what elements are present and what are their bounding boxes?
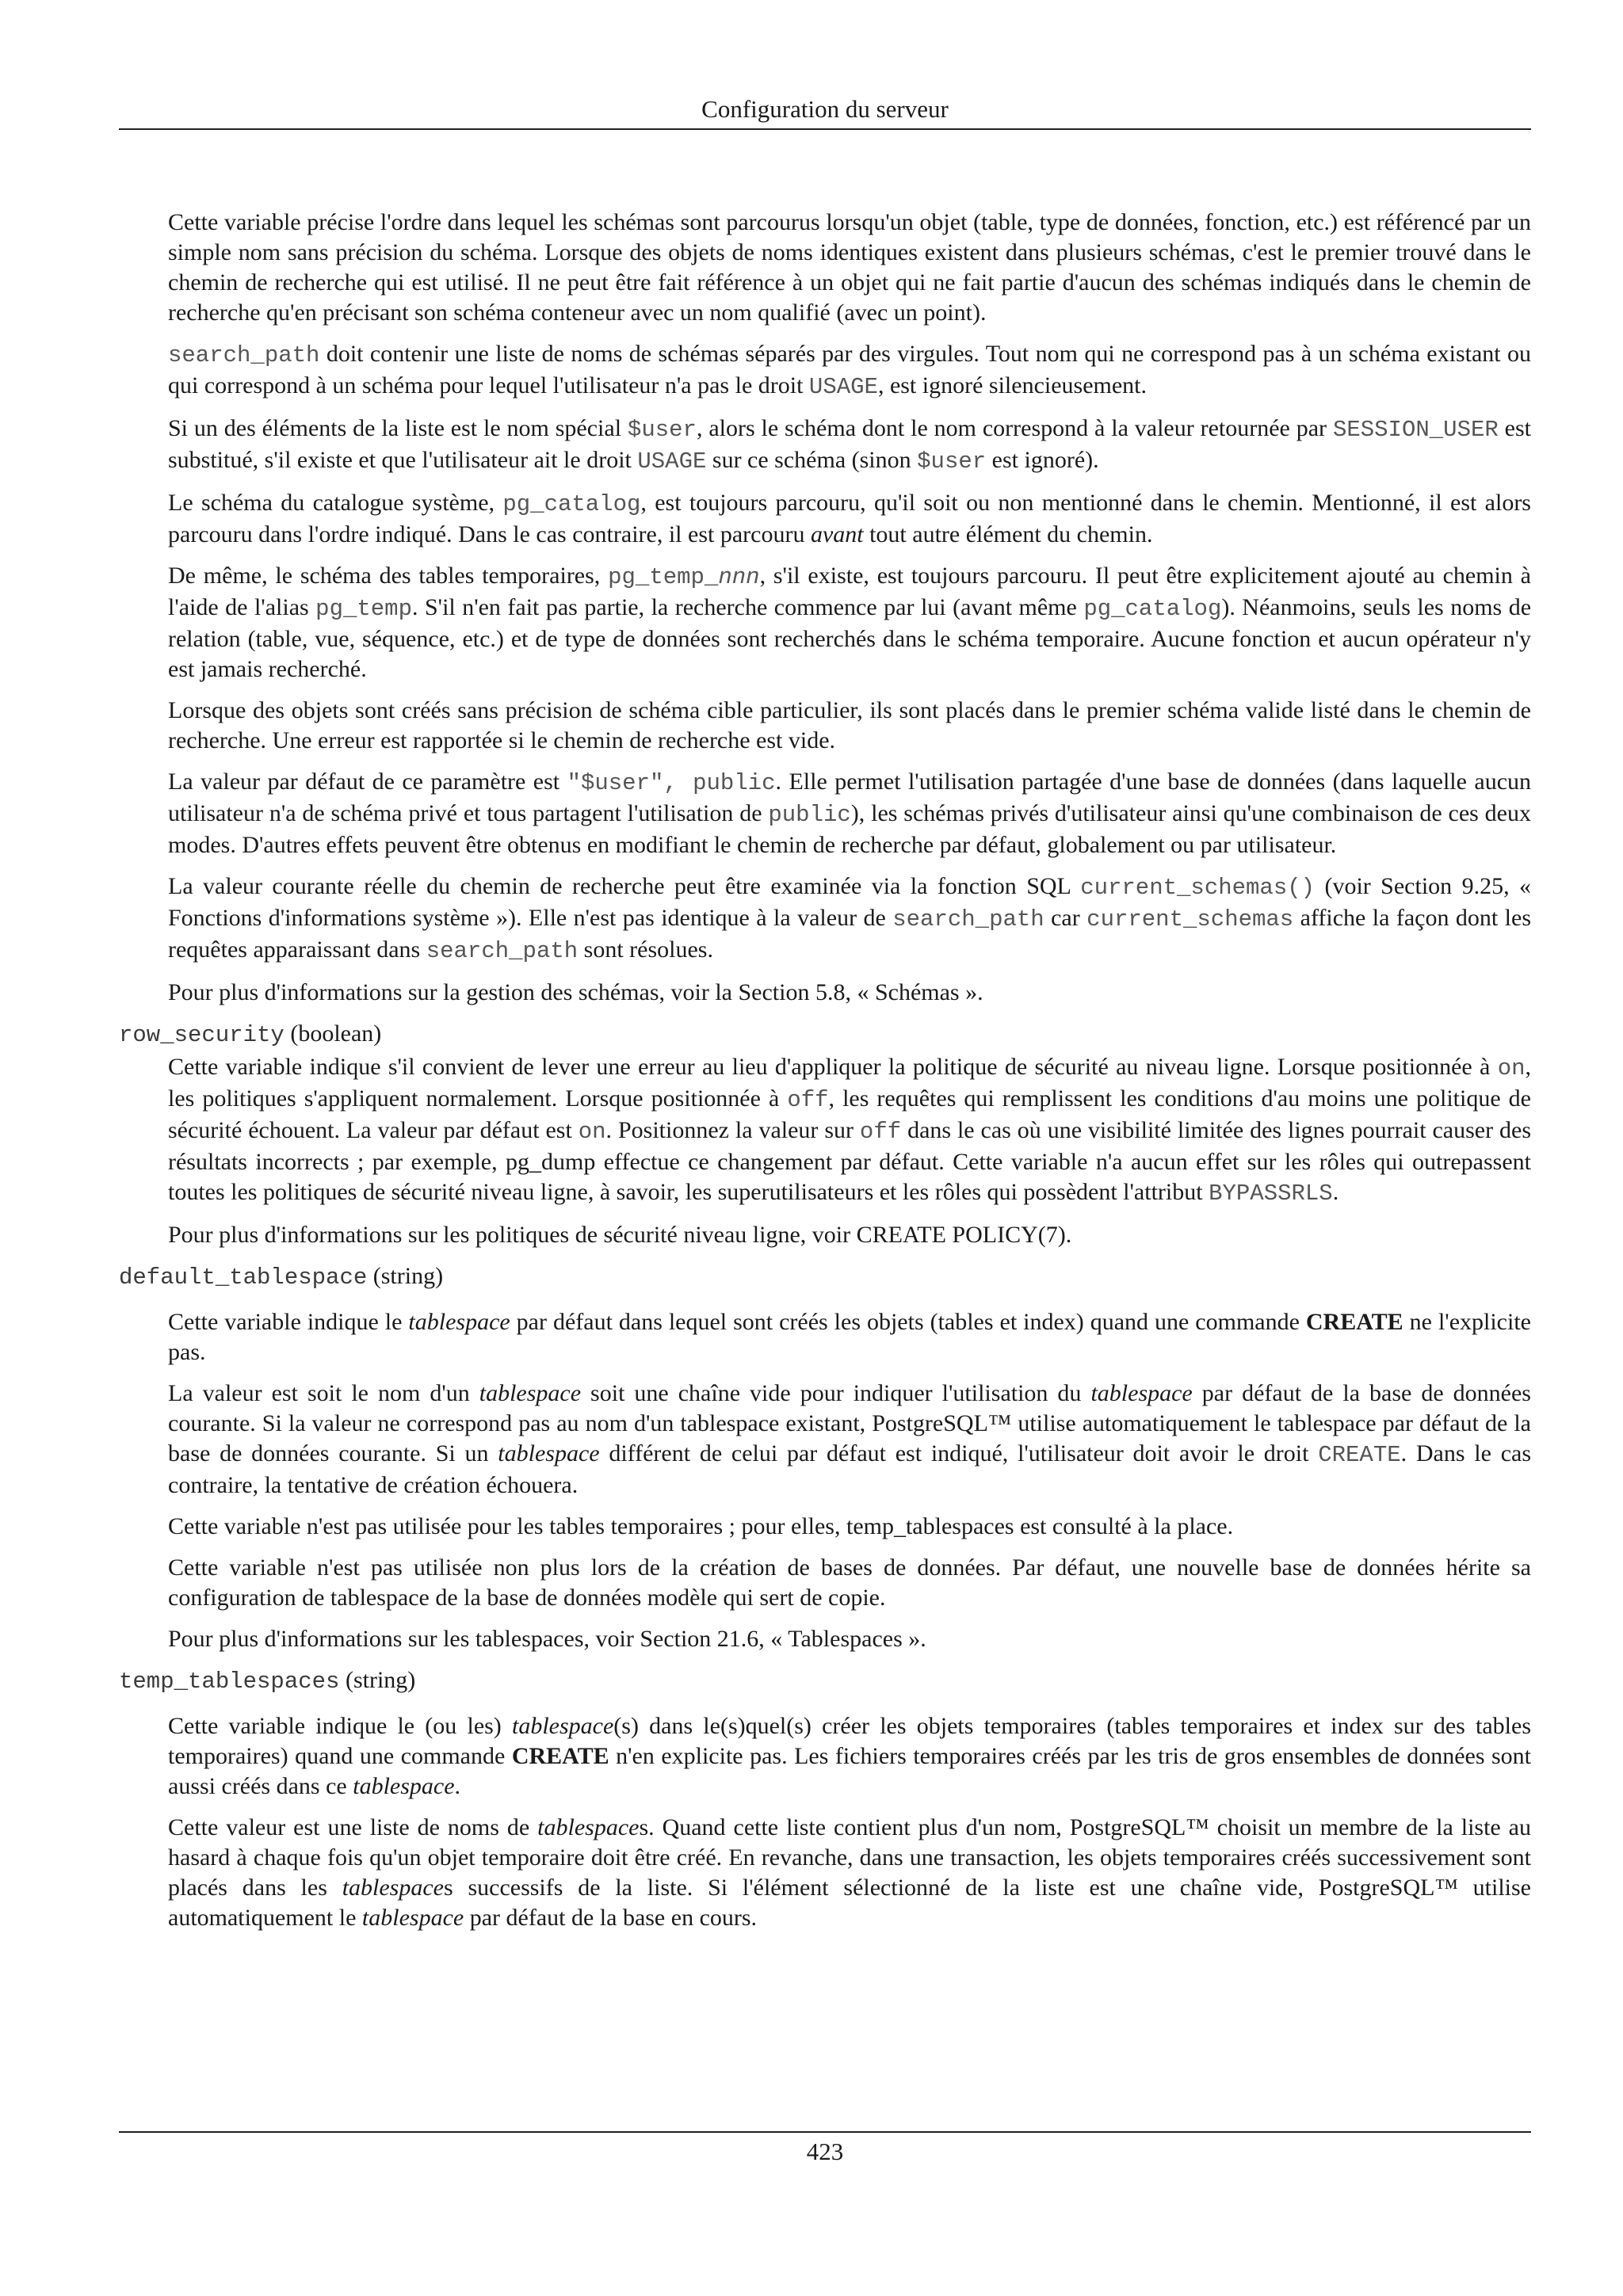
paragraph: Cette valeur est une liste de noms de tablespaces. Quand cette liste contient plus d'un nom, PostgreSQL™ choisit un membre de la liste au hasard à chaque fois qu'un objet temporaire doit être créé. En revanche, dans une transaction, les objets temporaires créés successivement sont placés dans les tablespaces successifs de la liste. Si l'élément sélectionné de la liste est une chaîne vide, PostgreSQL™ utilise automatiquement le tablespace par défaut de la base en cours. [168, 1814, 1531, 1931]
row-security-description [168, 1052, 1531, 1250]
paragraph: search_path doit contenir une liste de noms de schémas séparés par des virgules. Tout nom qui ne correspond pas à un schéma existant ou qui correspond à un schéma pour lequel l'utilisateur n'a pas le droit USAGE, est ignoré silencieusement. [168, 341, 1531, 400]
page-body [119, 208, 1531, 1944]
paragraph: La valeur par défaut de ce paramètre est "$user", public. Elle permet l'utilisation partagée d'une base de données (dans laquelle aucun utilisateur n'a de schéma privé et tous partagent l'utilisation de public), les schémas privés d'utilisateur ainsi qu'une combinaison de ces deux modes. D'autres effets peuvent être obtenus en modifiant le chemin de recherche par défaut, globalement ou par utilisateur. [168, 769, 1532, 858]
emphasis: tablespace [361, 1905, 464, 1931]
term-name: temp_tablespaces [119, 1669, 340, 1695]
term-default-tablespace [119, 1261, 1531, 1293]
code: search_path [168, 342, 320, 368]
emphasis: tablespace [408, 1309, 510, 1335]
paragraph: Cette variable n'est pas utilisée non plus lors de la création de bases de données. Par défaut, une nouvelle base de données hérite sa configuration de tablespace de la base de données modèle qui sert de copie. [168, 1554, 1531, 1611]
emphasis: tablespace [342, 1875, 444, 1901]
footer-rule [119, 2131, 1531, 2133]
code: USAGE [808, 374, 878, 400]
code: SESSION_USER [1332, 417, 1499, 443]
code: "$user", public [567, 770, 776, 796]
code: current_schemas [1086, 906, 1294, 933]
code: $user [917, 448, 987, 475]
page-number: 423 [806, 2138, 844, 2165]
code: public [768, 802, 851, 828]
code: off [787, 1087, 829, 1113]
paragraph: Lorsque des objets sont créés sans précision de schéma cible particulier, ils sont placés dans le premier schéma valide listé dans le chemin de recherche. Une erreur est rapportée si le chemin de recherche est vide. [168, 697, 1531, 753]
emphasis: tablespace [479, 1380, 582, 1406]
code: on [1497, 1055, 1526, 1081]
code: pg_temp [315, 596, 412, 622]
term-row-security [119, 1019, 1531, 1051]
term-name: default_tablespace [119, 1264, 368, 1291]
paragraph: Pour plus d'informations sur la gestion des schémas, voir la Section 5.8, « Schémas ». [168, 979, 983, 1005]
code: CREATE [1318, 1442, 1401, 1468]
paragraph: Pour plus d'informations sur les tablespaces, voir Section 21.6, « Tablespaces ». [168, 1626, 926, 1652]
code: $user [627, 417, 697, 443]
emphasis: tablespace [511, 1713, 614, 1739]
code: search_path [426, 938, 579, 964]
term-type: (string) [367, 1263, 444, 1289]
emphasis: avant [810, 521, 864, 547]
paragraph: La valeur est soit le nom d'un tablespace soit une chaîne vide pour indiquer l'utilisation du tablespace par défaut de la base de données courante. Si la valeur ne correspond pas au nom d'un tablespace existant, PostgreSQL™ utilise automatiquement le tablespace par défaut de la base de données courante. Si un tablespace différent de celui par défaut est indiqué, l'utilisateur doit avoir le droit CREATE. Dans le cas contraire, la tentative de création échouera. [168, 1380, 1532, 1498]
paragraph: Cette variable indique le (ou les) tablespace(s) dans le(s)quel(s) créer les objets temporaires (tables temporaires et index sur des tables temporaires) quand une commande CREATE n'en explicite pas. Les fichiers temporaires créés par les tris de gros ensembles de données sont aussi créés dans ce tablespace. [168, 1713, 1532, 1799]
header-rule [119, 128, 1531, 130]
term-name: row_security [119, 1022, 285, 1048]
code: USAGE [637, 448, 707, 475]
running-header: Configuration du serveur [701, 95, 949, 123]
paragraph: Cette variable précise l'ordre dans lequel les schémas sont parcourus lorsqu'un objet (table, type de données, fonction, etc.) est référencé par un simple nom sans précision du schéma. Lorsque des objets de noms identiques existent dans plusieurs schémas, c'est le premier trouvé dans le chemin de recherche qui est utilisé. Il ne peut être fait référence à un objet qui ne fait partie d'aucun des schémas indiqués dans le chemin de recherche qu'en précisant son schéma conteneur avec un nom qualifié (avec un point). [168, 209, 1531, 326]
paragraph: Pour plus d'informations sur les politiques de sécurité niveau ligne, voir CREATE POLICY(7). [168, 1222, 1072, 1248]
code: current_schemas() [1080, 875, 1316, 901]
code: on [578, 1119, 606, 1145]
emphasis: tablespace [498, 1440, 600, 1466]
paragraph: De même, le schéma des tables temporaires, pg_temp_nnn, s'il existe, est toujours parcouru. Il peut être explicitement ajouté au chemin à l'aide de l'alias pg_temp. S'il n'en fait pas partie, la recherche commence par lui (avant même pg_catalog). Néanmoins, seuls les noms de relation (table, vue, séquence, etc.) et de type de données sont recherchés dans le schéma temporaire. Aucune fonction et aucun opérateur n'y est jamais recherché. [168, 563, 1532, 682]
code-emphasis: nnn [718, 564, 760, 590]
code: pg_catalog [502, 491, 641, 517]
term-temp-tablespaces [119, 1665, 1531, 1697]
temp-tablespaces-description [168, 1711, 1531, 1933]
code: pg_catalog [1083, 596, 1222, 622]
paragraph: Si un des éléments de la liste est le nom spécial $user, alors le schéma dont le nom correspond à la valeur retournée par SESSION_USER est substitué, s'il existe et que l'utilisateur ait le droit USAGE sur ce schéma (sinon $user est ignoré). [168, 415, 1531, 475]
paragraph: La valeur courante réelle du chemin de recherche peut être examinée via la fonction SQL current_schemas() (voir Section 9.25, « Fonctions d'informations système »). Elle n'est pas identique à la valeur de search_path car current_schemas affiche la façon dont les requêtes apparaissant dans search_path sont résolues. [168, 873, 1532, 964]
term-type: (boolean) [284, 1020, 382, 1047]
emphasis: tablespace [1090, 1380, 1193, 1406]
command: CREATE [1305, 1309, 1403, 1335]
paragraph: Le schéma du catalogue système, pg_catalog, est toujours parcouru, qu'il soit ou non mentionné dans le chemin. Mentionné, il est alors parcouru dans l'ordre indiqué. Dans le cas contraire, il est parcouru avant tout autre élément du chemin. [168, 490, 1531, 547]
emphasis: tablespace [353, 1773, 455, 1799]
command: CREATE [511, 1743, 609, 1769]
term-type: (string) [339, 1667, 416, 1693]
code: off [859, 1119, 902, 1145]
default-tablespace-description [168, 1307, 1531, 1654]
emphasis: tablespace [537, 1814, 640, 1840]
code: pg_temp_ [608, 564, 719, 590]
code: BYPASSRLS [1209, 1180, 1333, 1207]
search-path-description [168, 208, 1531, 1008]
paragraph: Cette variable indique s'il convient de lever une erreur au lieu d'appliquer la politique de sécurité au niveau ligne. Lorsque positionnée à on, les politiques s'appliquent normalement. Lorsque positionnée à off, les requêtes qui remplissent les conditions d'au moins une politique de sécurité échouent. La valeur par défaut est on. Positionnez la valeur sur off dans le cas où une visibilité limitée des lignes pourrait causer des résultats incorrects ; par exemple, pg_dump effectue ce changement par défaut. Cette variable n'a aucun effet sur les rôles qui outrepassent toutes les politiques de sécurité niveau ligne, à savoir, les superutilisateurs et les rôles qui possèdent l'attribut BYPASSRLS. [168, 1054, 1531, 1207]
paragraph: Cette variable n'est pas utilisée pour les tables temporaires ; pour elles, temp_tablespaces est consulté à la place. [168, 1513, 1234, 1539]
paragraph: Cette variable indique le tablespace par défaut dans lequel sont créés les objets (tables et index) quand une commande CREATE ne l'explicite pas. [168, 1309, 1531, 1365]
code: search_path [892, 906, 1044, 933]
